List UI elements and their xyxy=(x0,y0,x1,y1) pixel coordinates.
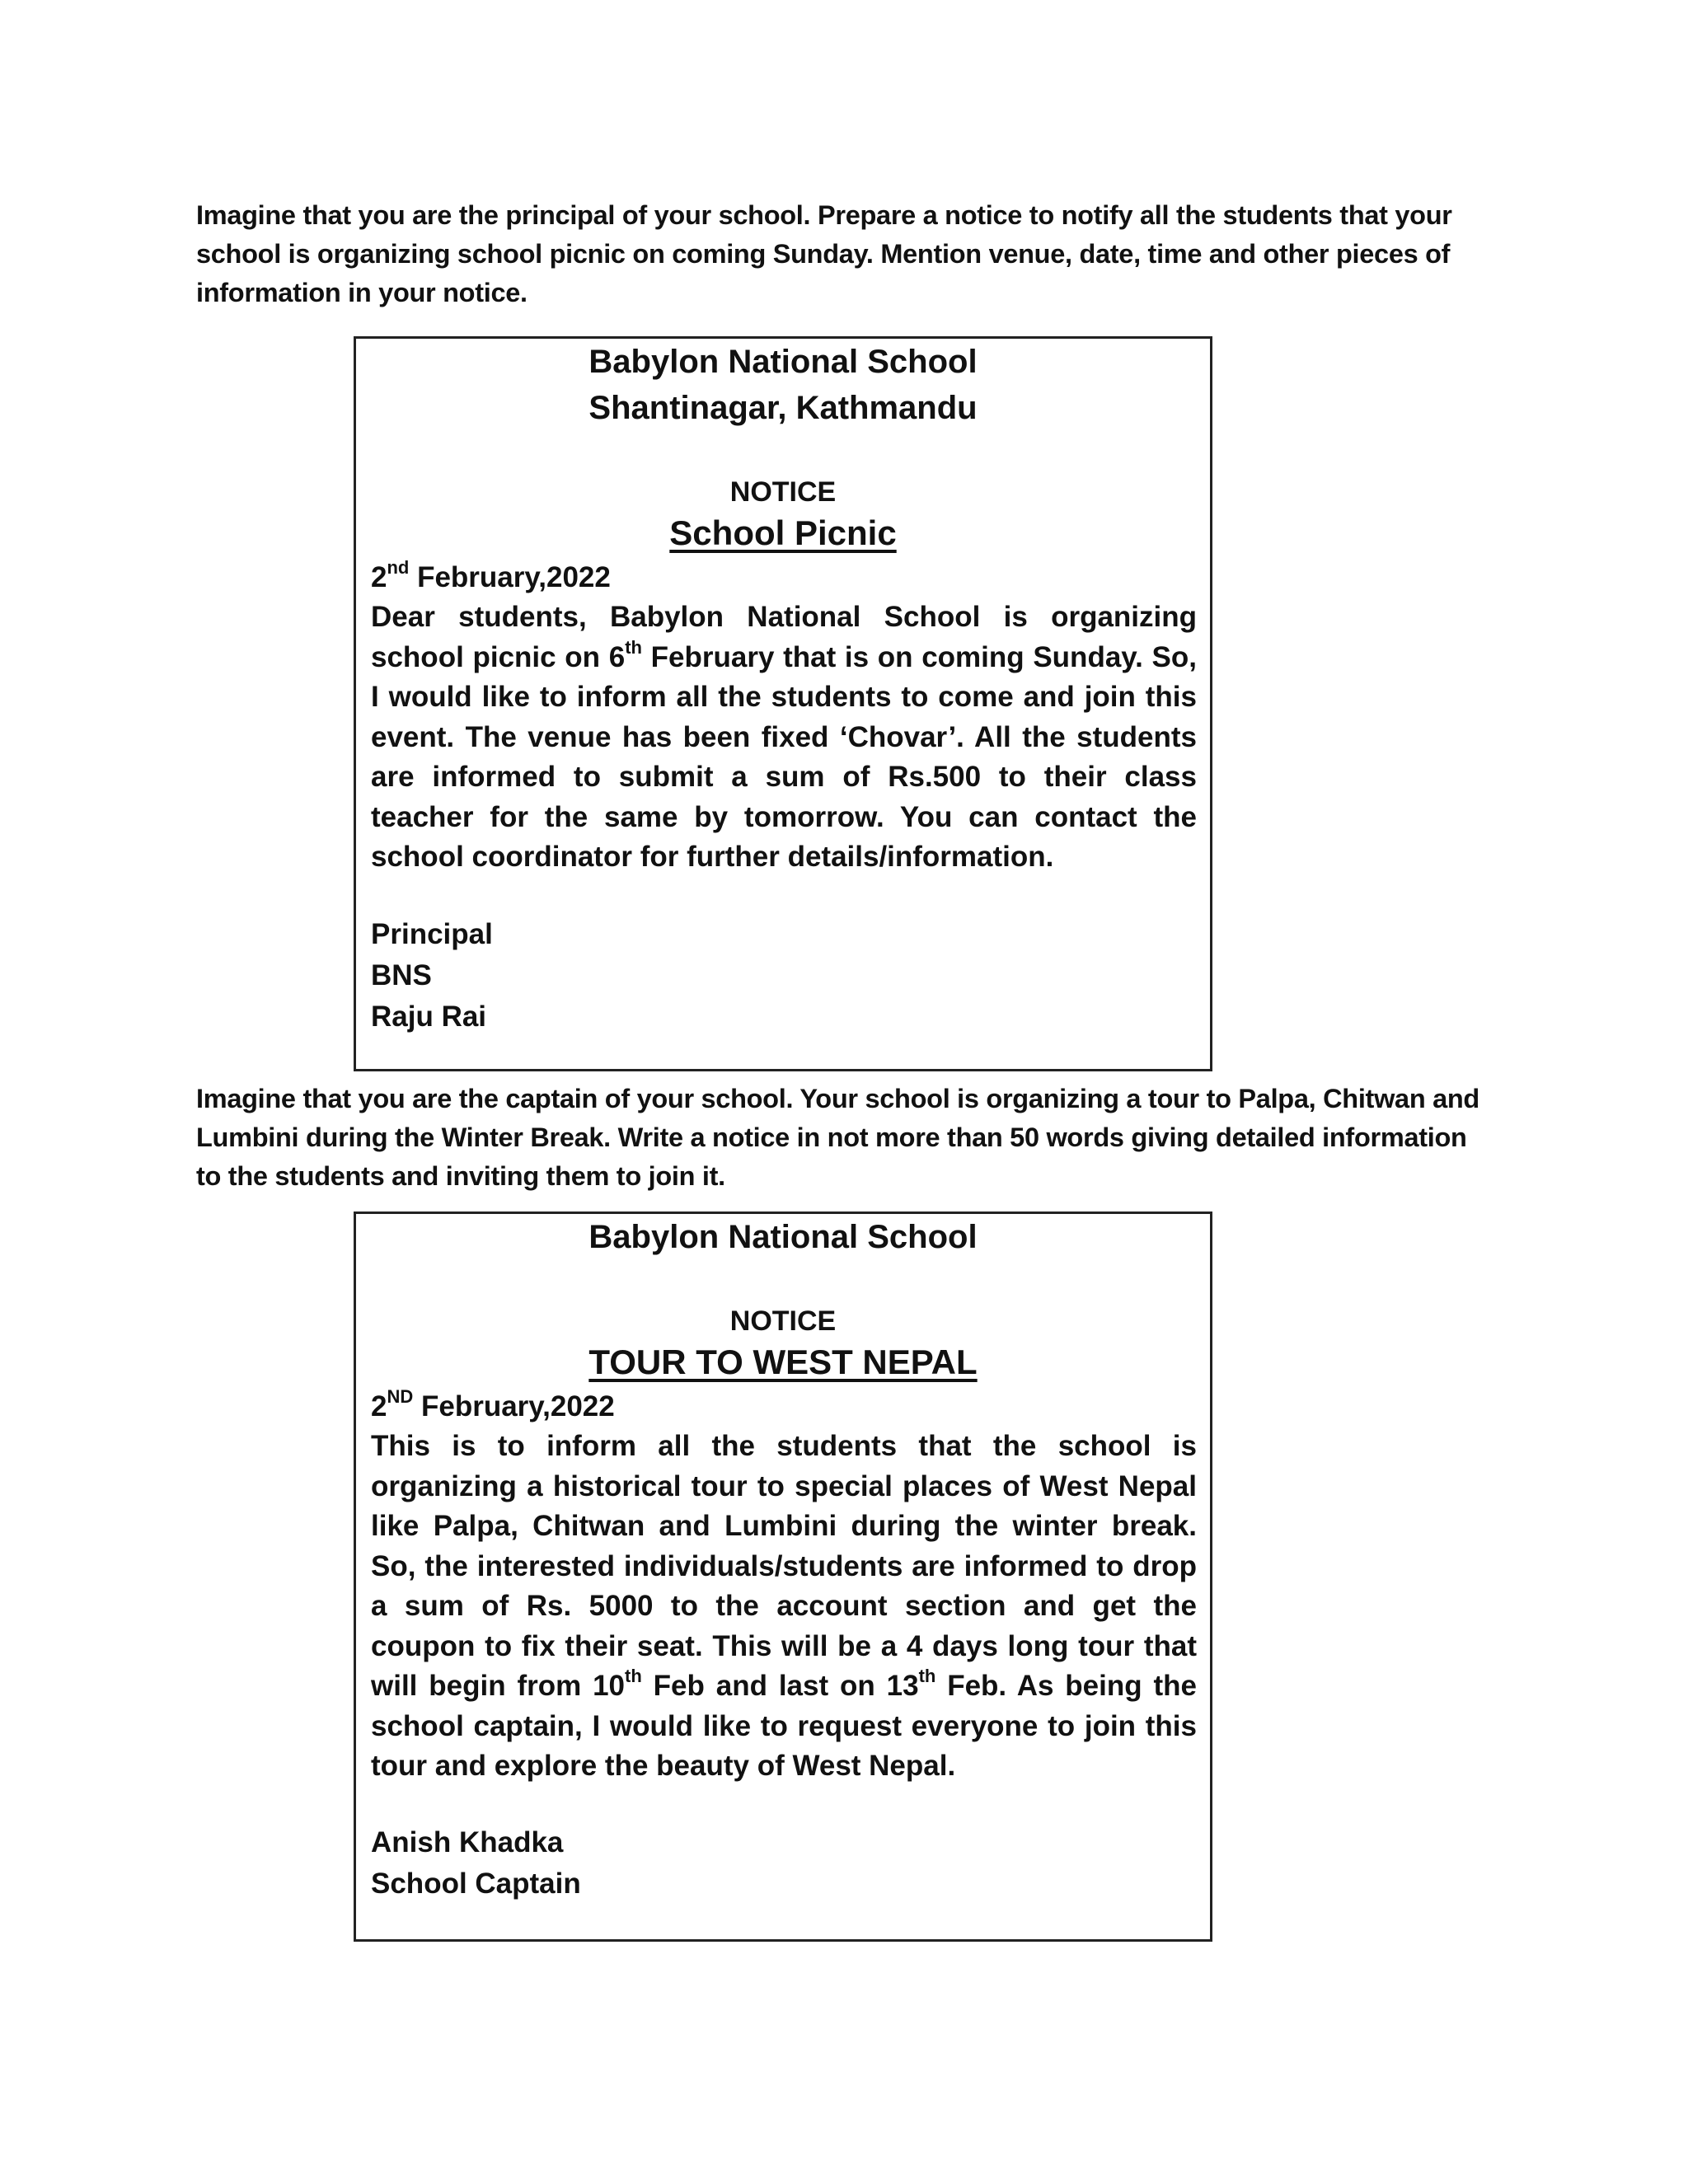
school-name: Babylon National School xyxy=(588,1219,978,1255)
body-part-2: Feb and last on 13 xyxy=(641,1670,919,1702)
body-superscript-1: th xyxy=(625,1666,642,1687)
notice-body xyxy=(371,598,1197,878)
body-part-2: February that is on coming Sunday. So, I would like to inform all the students to come and join this event. The venue has been fixed ‘Chovar’. All the students are informed to submit a sum of Rs.500 to their class teacher for the same by tomorrow. You can contact the school coordinator for further details/information. xyxy=(371,640,1197,873)
notice-body xyxy=(371,1427,1197,1787)
body-part-1: Dear students, Babylon National School is organizing school picnic on 6 xyxy=(371,601,1197,673)
notice-box-tour xyxy=(354,1212,1212,1942)
question-prompt-1: Imagine that you are the principal of your school. Prepare a notice to notify all the students that your school is organizing school picnic on coming Sunday. Mention venue, date, time and other pieces of information in your notice. xyxy=(196,200,1452,307)
body-superscript-1: th xyxy=(625,636,642,658)
notice-label: NOTICE xyxy=(729,1305,837,1337)
notice-signature xyxy=(371,1822,1197,1905)
question-prompt-2: Imagine that you are the captain of your school. Your school is organizing a tour to Palpa, Chitwan and Lumbini during the Winter Break. Write a notice in not more than 50 words giving detailed information to the students and inviting them to join it. xyxy=(196,1084,1479,1191)
notice-label: NOTICE xyxy=(729,476,837,508)
date-rest: February,2022 xyxy=(413,1390,615,1422)
date-suffix: ND xyxy=(387,1386,414,1408)
school-address: Shantinagar, Kathmandu xyxy=(588,390,978,426)
body-superscript-2: th xyxy=(918,1666,936,1687)
signature-title: Principal xyxy=(371,918,493,950)
date-day: 2 xyxy=(371,1390,387,1422)
date-day: 2 xyxy=(371,561,387,593)
notice-signature xyxy=(371,914,1197,1038)
signature-title: School Captain xyxy=(371,1868,581,1900)
body-part-1: This is to inform all the students that the school is organizing a historical tour to special places of West Nepal like Palpa, Chitwan and Lumbini during the winter break. So, the interested individuals/students are informed to drop a sum of Rs. 5000 to the account section and get the coupon to fix their seat. This will be a 4 days long tour that will begin from 10 xyxy=(371,1430,1197,1702)
notice-date xyxy=(371,558,1197,598)
notice-box-picnic xyxy=(354,336,1212,1071)
date-rest: February,2022 xyxy=(409,561,611,593)
body-part-3: Feb. As being the school captain, I would like to request everyone to join this tour and explore the beauty of West Nepal. xyxy=(371,1670,1197,1782)
notice-date xyxy=(371,1387,1197,1427)
notice-subject: TOUR TO WEST NEPAL xyxy=(588,1343,978,1381)
school-name: Babylon National School xyxy=(588,344,978,380)
notice-subject: School Picnic xyxy=(669,513,897,552)
signature-name: Anish Khadka xyxy=(371,1826,564,1858)
signature-school: BNS xyxy=(371,959,432,991)
date-suffix: nd xyxy=(387,557,410,579)
signature-name: Raju Rai xyxy=(371,1001,487,1033)
